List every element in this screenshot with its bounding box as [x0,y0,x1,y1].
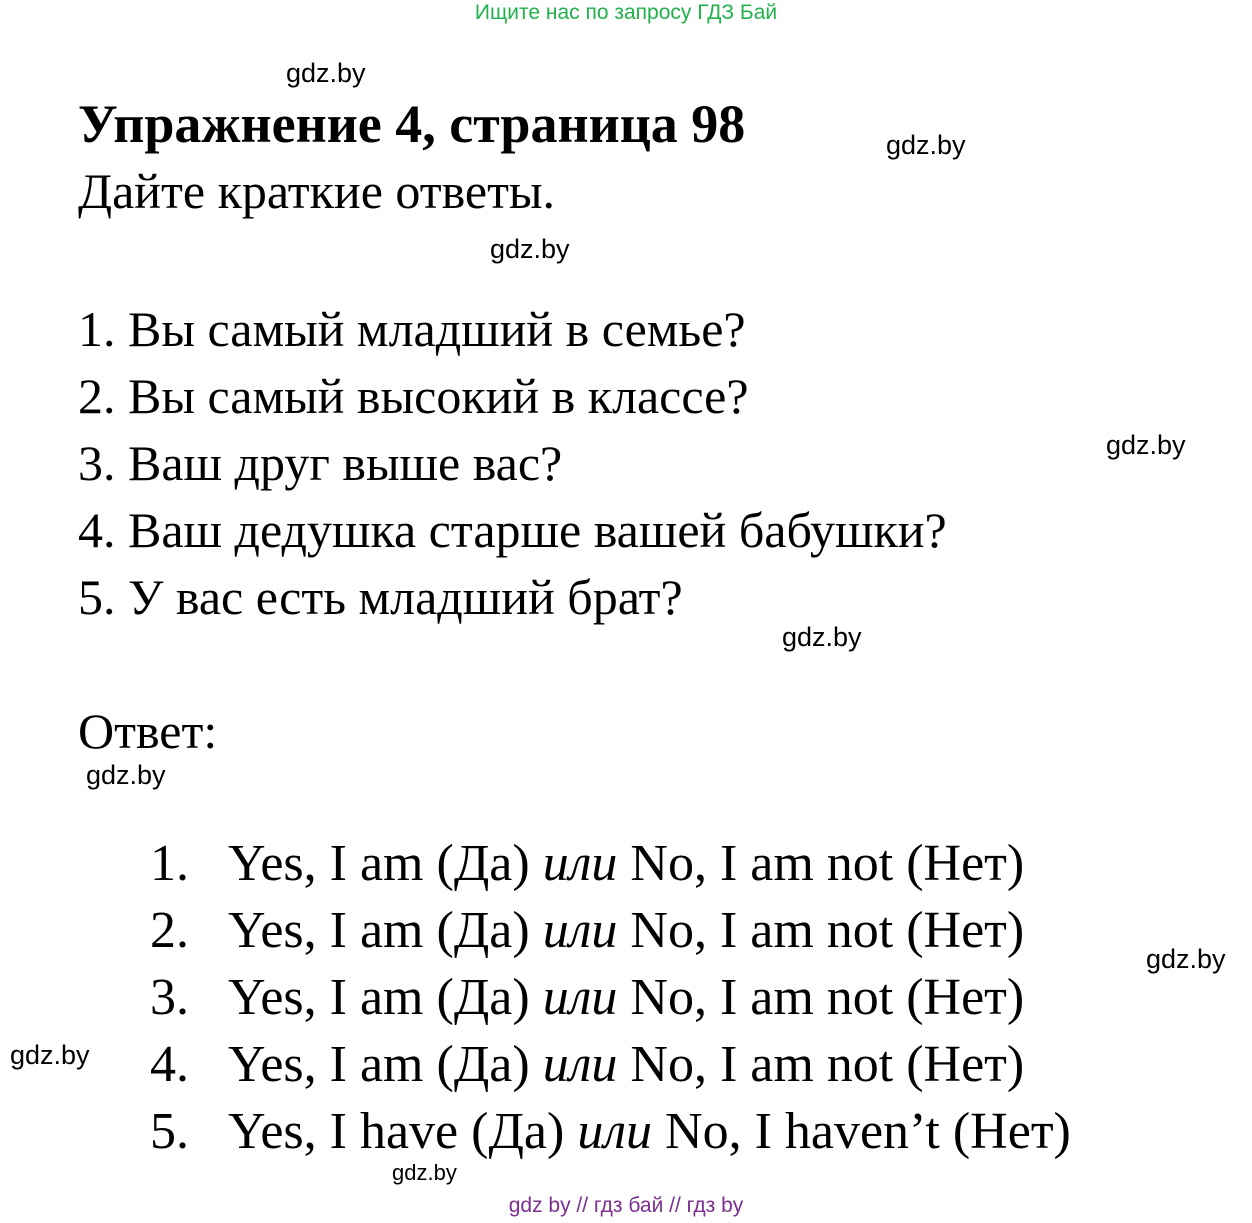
answer-item [150,897,1071,964]
answer-number: 3. [150,969,189,1026]
question-list [78,296,947,631]
top-banner: Ищите нас по запросу ГДЗ Бай [474,1,778,24]
answer-no: No, I haven’t (Нет) [652,1103,1071,1160]
answer-number: 1. [150,835,189,892]
watermark: gdz.by [1106,430,1186,460]
question-item: 3. Ваш друг выше вас? [78,435,563,491]
page-title: Упражнение 4, страница 98 [78,94,746,154]
answer-item [150,1031,1071,1098]
answer-conjunction: или [542,835,618,892]
answer-yes: Yes, I am (Да) [228,835,543,892]
answer-item [150,964,1071,1031]
answer-no: No, I am not (Нет) [617,1036,1025,1093]
question-item: 5. У вас есть младший брат? [78,569,683,625]
answer-number: 4. [150,1036,189,1093]
watermark: gdz.by [392,1160,457,1185]
answer-conjunction: или [542,902,618,959]
answer-conjunction: или [577,1103,653,1160]
answer-no: No, I am not (Нет) [617,969,1025,1026]
question-item: 1. Вы самый младший в семье? [78,301,746,357]
answer-yes: Yes, I am (Да) [228,1036,543,1093]
answer-yes: Yes, I am (Да) [228,969,543,1026]
footer: gdz by // гдз бай // гдз by [508,1194,744,1217]
watermark: gdz.by [286,58,366,88]
answer-number: 5. [150,1103,189,1160]
watermark: gdz.by [1146,944,1226,974]
answer-conjunction: или [542,1036,618,1093]
answer-number: 2. [150,902,189,959]
answer-no: No, I am not (Нет) [617,835,1025,892]
question-item: 2. Вы самый высокий в классе? [78,368,749,424]
instruction: Дайте краткие ответы. [78,163,556,219]
answer-label: Ответ: [78,703,218,759]
watermark: gdz.by [490,234,570,264]
answer-yes: Yes, I have (Да) [228,1103,578,1160]
answer-no: No, I am not (Нет) [617,902,1025,959]
watermark: gdz.by [86,760,166,790]
watermark: gdz.by [886,130,966,160]
answer-item [150,830,1071,897]
watermark: gdz.by [10,1040,90,1070]
answer-conjunction: или [542,969,618,1026]
answer-item [150,1098,1071,1165]
answer-list [150,830,1071,1165]
question-item: 4. Ваш дедушка старше вашей бабушки? [78,502,947,558]
watermark: gdz.by [782,622,862,652]
answer-yes: Yes, I am (Да) [228,902,543,959]
